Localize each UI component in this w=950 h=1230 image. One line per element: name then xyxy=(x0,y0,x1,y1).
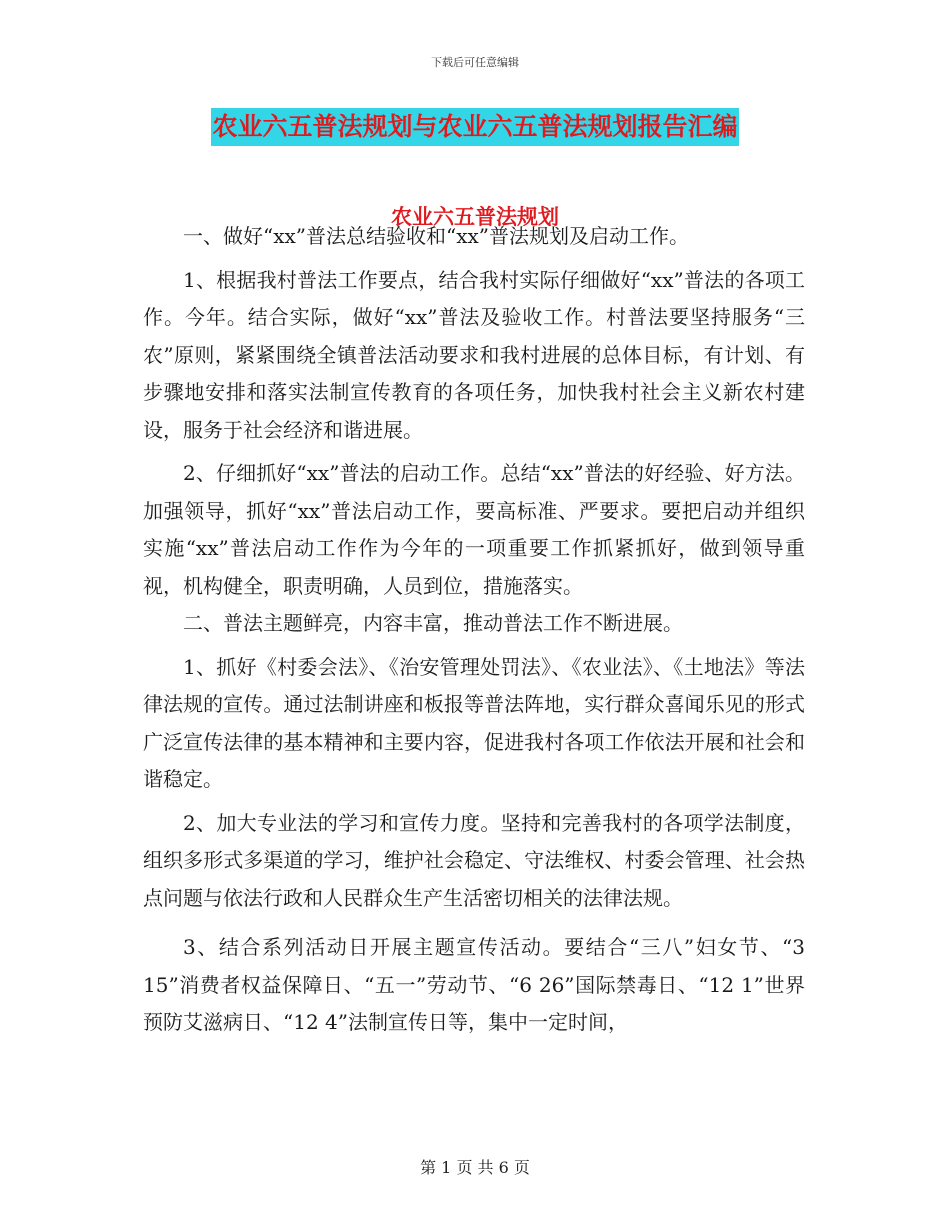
document-body xyxy=(143,218,805,1042)
paragraph: 二、普法主题鲜亮，内容丰富，推动普法工作不断进展。 xyxy=(183,611,683,635)
document-title xyxy=(0,108,950,146)
paragraph: 3、结合系列活动日开展主题宣传活动。要结合“三八”妇女节、“3 15”消费者权益保障日、“五一”劳动节、“6 26”国际禁毒日、“12 1”世界预防艾滋病日、“12 4”法制宣传日等，集中一定时间， xyxy=(143,935,805,1034)
paragraph: 1、抓好《村委会法》、《治安管理处罚法》、《农业法》、《土地法》等法律法规的宣传。通过法制讲座和板报等普法阵地，实行群众喜闻乐见的形式广泛宣传法律的基本精神和主要内容，促进我村各项工作依法开展和社会和谐稳定。 xyxy=(143,654,805,791)
document-title-text: 农业六五普法规划与农业六五普法规划报告汇编 xyxy=(211,108,738,146)
paragraph: 一、做好“xx”普法总结验收和“xx”普法规划及启动工作。 xyxy=(183,224,690,248)
page-header-note: 下载后可任意编辑 xyxy=(431,56,519,69)
paragraph: 2、仔细抓好“xx”普法的启动工作。总结“xx”普法的好经验、好方法。加强领导，抓好“xx”普法启动工作，要高标准、严要求。要把启动并组织实施“xx”普法启动工作作为今年的一项重要工作抓紧抓好，做到领导重视，机构健全，职责明确，人员到位，措施落实。 xyxy=(143,461,805,598)
section-title: 农业六五普法规划 xyxy=(391,205,559,229)
paragraph: 2、加大专业法的学习和宣传力度。坚持和完善我村的各项学法制度，组织多形式多渠道的学习，维护社会稳定、守法维权、村委会管理、社会热点问题与依法行政和人民群众生产生活密切相关的法律法规。 xyxy=(143,810,805,910)
paragraph: 1、根据我村普法工作要点，结合我村实际仔细做好“xx”普法的各项工作。今年。结合实际，做好“xx”普法及验收工作。村普法要坚持服务“三农”原则，紧紧围绕全镇普法活动要求和我村进展的总体目标，有计划、有步骤地安排和落实法制宣传教育的各项任务，加快我村社会主义新农村建设，服务于社会经济和谐进展。 xyxy=(143,267,805,442)
page-footer: 第 1 页 共 6 页 xyxy=(420,1158,530,1177)
